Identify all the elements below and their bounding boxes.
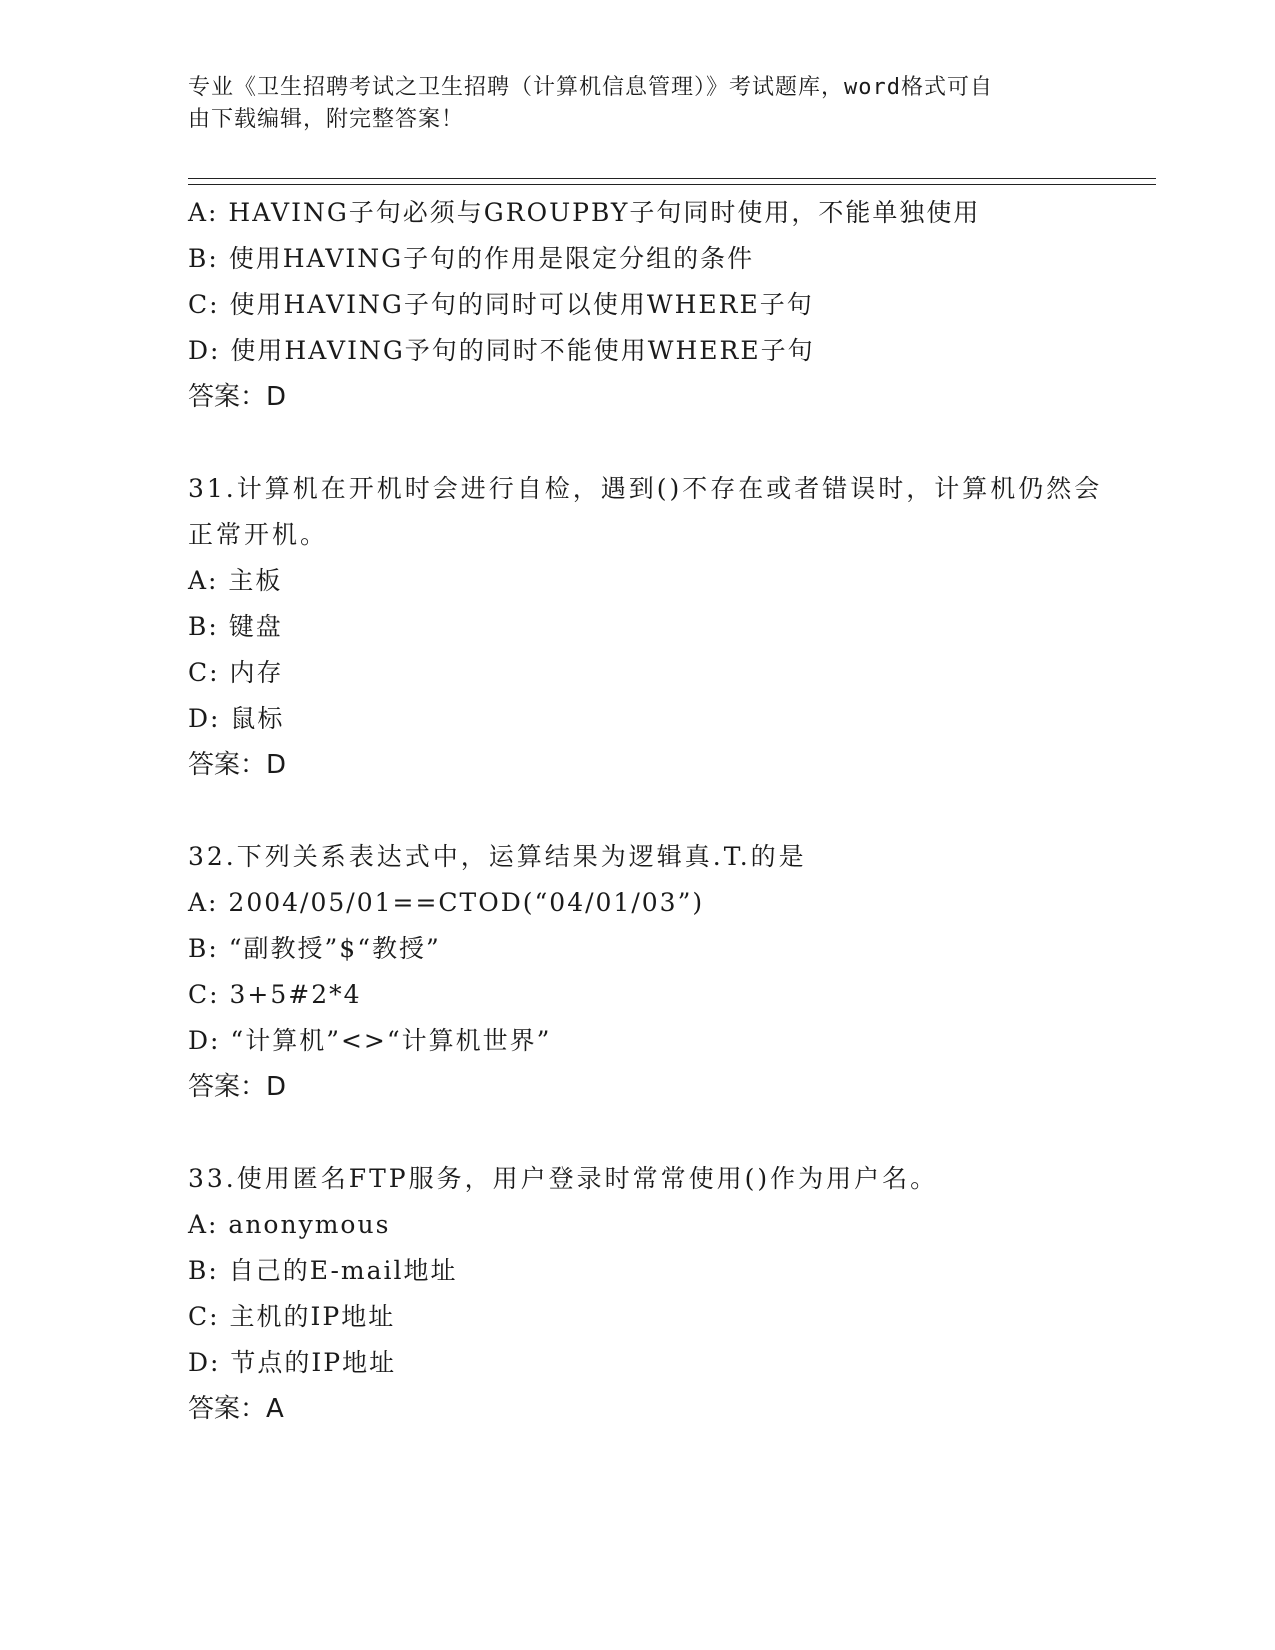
- header-line-1: 专业《卫生招聘考试之卫生招聘（计算机信息管理）》考试题库，word格式可自: [188, 75, 993, 100]
- question-31: [188, 466, 1108, 788]
- option-b: B: 键盘: [188, 612, 283, 641]
- option-a: A: 2004/05/01==CTOD(“04/01/03”): [188, 888, 705, 917]
- option-c: C: 使用HAVING子句的同时可以使用WHERE子句: [188, 290, 814, 319]
- header-line-2: 由下载编辑，附完整答案！: [188, 107, 465, 132]
- answer-line: 答案：D: [188, 750, 287, 780]
- option-d: D: “计算机”<>“计算机世界”: [188, 1026, 552, 1055]
- option-b: B: 使用HAVING子句的作用是限定分组的条件: [188, 244, 755, 273]
- question-stem: 32.下列关系表达式中，运算结果为逻辑真.T.的是: [188, 842, 807, 871]
- answer-line: 答案：A: [188, 1394, 284, 1424]
- answer-line: 答案：D: [188, 382, 287, 412]
- question-stem: 31.计算机在开机时会进行自检，遇到()不存在或者错误时，计算机仍然会正常开机。: [188, 474, 1103, 549]
- option-c: C: 主机的IP地址: [188, 1302, 396, 1331]
- spacer: [188, 1110, 1108, 1156]
- answer-line: 答案：D: [188, 1072, 287, 1102]
- spacer: [188, 420, 1108, 466]
- question-list: [188, 190, 1108, 1432]
- option-d: D: 使用HAVING予句的同时不能使用WHERE子句: [188, 336, 815, 365]
- spacer: [188, 788, 1108, 834]
- document-header: [188, 72, 1088, 136]
- option-a: A: HAVING子句必须与GROUPBY子句同时使用，不能单独使用: [188, 198, 981, 227]
- option-a: A: anonymous: [188, 1210, 391, 1239]
- question-33: [188, 1156, 1108, 1432]
- question-30-fragment: [188, 190, 1108, 420]
- question-32: [188, 834, 1108, 1110]
- option-d: D: 鼠标: [188, 704, 285, 733]
- option-c: C: 内存: [188, 658, 284, 687]
- option-b: B: “副教授”$“教授”: [188, 934, 441, 963]
- header-divider-bottom: [188, 184, 1156, 185]
- option-b: B: 自己的E-mail地址: [188, 1256, 458, 1285]
- option-c: C: 3+5#2*4: [188, 980, 362, 1009]
- option-a: A: 主板: [188, 566, 283, 595]
- header-divider-top: [188, 178, 1156, 179]
- question-stem: 33.使用匿名FTP服务，用户登录时常常使用()作为用户名。: [188, 1164, 939, 1193]
- option-d: D: 节点的IP地址: [188, 1348, 397, 1377]
